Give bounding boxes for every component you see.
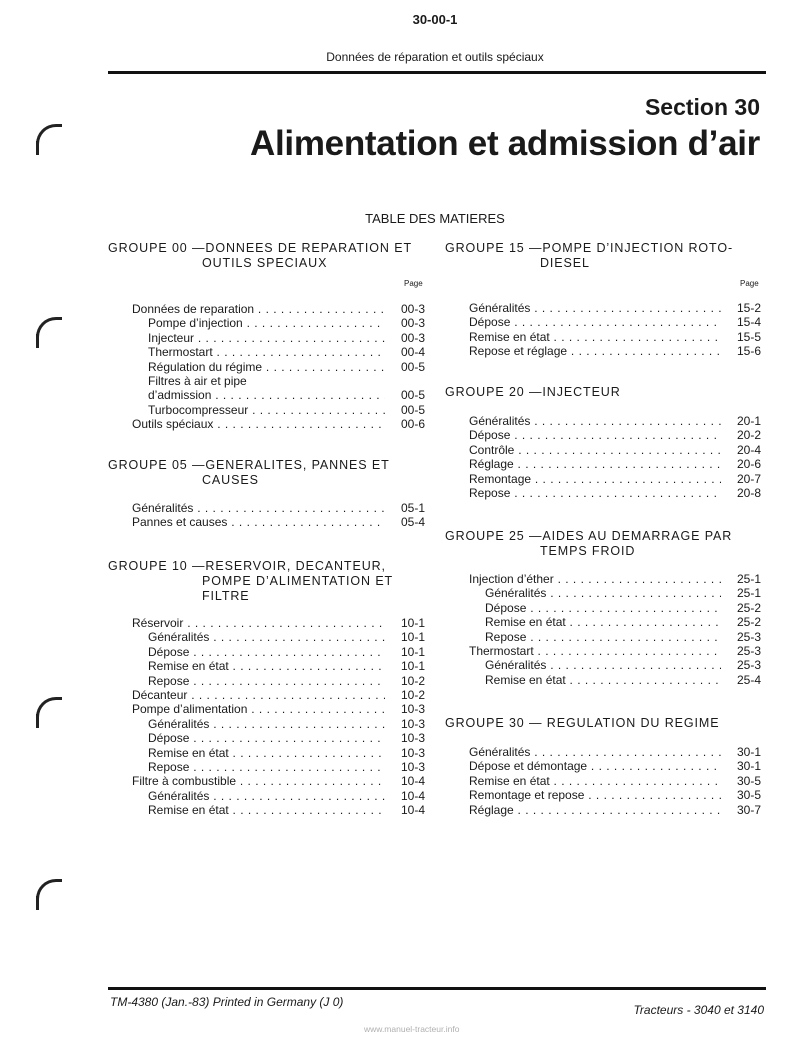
toc-entry-label: Généralités . . .: [469, 745, 721, 759]
toc-entry[interactable]: [469, 644, 761, 658]
toc-entry-page: 25-2: [736, 615, 761, 630]
toc-entry-page: 10-3: [400, 702, 425, 717]
toc-entry-page: 15-6: [736, 344, 761, 359]
toc-entry-label: Généralités . . .: [148, 630, 385, 644]
toc-entry[interactable]: [485, 601, 761, 615]
toc-entry[interactable]: [469, 788, 761, 802]
section-label: Section 30: [644, 94, 760, 120]
toc-entry-page: 10-3: [400, 731, 425, 746]
toc-entry-page: 30-5: [736, 773, 761, 788]
toc-entry-page: 15-4: [736, 315, 761, 330]
toc-entry-label: Outils spéciaux . . .: [132, 417, 385, 431]
toc-entry[interactable]: [469, 457, 761, 471]
toc-entry[interactable]: [148, 717, 425, 731]
page-column-label: Page: [404, 279, 423, 288]
toc-entry-label: Généralités . . .: [148, 789, 385, 803]
toc-entry-label: Dépose . . .: [148, 645, 385, 659]
toc-entry-page: 10-4: [400, 803, 425, 818]
toc-entry-page: 30-5: [736, 788, 761, 803]
toc-entry[interactable]: [132, 702, 425, 716]
toc-entry[interactable]: [148, 803, 425, 817]
toc-group-heading-line: OUTILS SPECIAUX: [202, 256, 328, 270]
toc-entry-label: Injecteur . . .: [148, 331, 385, 345]
toc-entry-page: 25-1: [736, 586, 761, 601]
toc-entry[interactable]: [469, 472, 761, 486]
toc-entry-label: Remise en état . . .: [469, 774, 721, 788]
toc-entry[interactable]: [148, 659, 425, 673]
toc-entry[interactable]: [148, 360, 425, 374]
toc-entry-label: Remise en état . . .: [148, 746, 385, 760]
toc-entry[interactable]: [148, 789, 425, 803]
toc-group-heading-line: GROUPE 25 —AIDES AU DEMARRAGE PAR: [445, 529, 733, 543]
toc-entry-page: 00-3: [400, 302, 425, 316]
toc-entry-label: Remise en état . . .: [485, 615, 721, 629]
toc-entry-label: d’admission . . .: [148, 388, 385, 402]
toc-group-heading: [445, 385, 621, 400]
toc-entry-page: 30-1: [736, 745, 761, 759]
toc-entry[interactable]: [469, 428, 761, 442]
toc-group-heading: [445, 241, 733, 271]
toc-entry-label: Remontage et repose . . .: [469, 788, 721, 802]
toc-group-heading: [108, 559, 393, 604]
toc-entry-label: Généralités . . .: [132, 501, 385, 515]
toc-entry-label: Dépose et démontage . . .: [469, 759, 721, 773]
toc-entry-label: Repose et réglage . . .: [469, 344, 721, 358]
toc-entry-page: 00-5: [400, 402, 425, 417]
toc-group-heading: [445, 716, 719, 731]
footer-product: Tracteurs - 3040 et 3140: [633, 1003, 764, 1017]
toc-entry[interactable]: [132, 688, 425, 702]
toc-entry-page: 25-3: [736, 629, 761, 644]
toc-entry-page: 30-1: [736, 759, 761, 774]
toc-entry-label: Repose . . .: [485, 630, 721, 644]
toc-entry-label: Régulation du régime . . .: [148, 360, 385, 374]
page-number: 30-00-1: [412, 12, 458, 27]
toc-entry[interactable]: [469, 344, 761, 358]
toc-entry[interactable]: [469, 572, 761, 586]
toc-entry[interactable]: [148, 746, 425, 760]
toc-entry[interactable]: [469, 774, 761, 788]
punch-hole-mark: [36, 124, 62, 144]
toc-entry-label: Réglage . . .: [469, 457, 721, 471]
toc-group-heading-line: POMPE D’ALIMENTATION ET: [202, 574, 394, 588]
toc-entry[interactable]: [148, 374, 425, 388]
footer-rule: [108, 987, 766, 990]
toc-entry[interactable]: [469, 414, 761, 428]
toc-entry-page: 10-1: [400, 616, 425, 630]
toc-entry-label: Thermostart . . .: [469, 644, 721, 658]
toc-entry[interactable]: [148, 388, 425, 402]
toc-entry-page: 25-2: [736, 600, 761, 615]
toc-entry-label: Pompe d’injection . . .: [148, 316, 385, 330]
toc-entry-page: 10-1: [400, 644, 425, 659]
toc-entry-page: 00-5: [400, 359, 425, 374]
toc-entry[interactable]: [132, 774, 425, 788]
toc-entry-label: Injection d’éther . . .: [469, 572, 721, 586]
toc-entry-page: 10-2: [400, 688, 425, 702]
toc-entry-page: 00-3: [400, 316, 425, 331]
toc-entry-label: Remise en état . . .: [148, 659, 385, 673]
toc-entry-page: 25-1: [736, 572, 761, 586]
toc-entry[interactable]: [132, 616, 425, 630]
toc-group-heading: [445, 529, 732, 559]
header-rule: [108, 71, 766, 74]
toc-entry-label: Généralités . . .: [485, 586, 721, 600]
toc-entry[interactable]: [148, 345, 425, 359]
toc-entry-label: Repose . . .: [469, 486, 721, 500]
toc-entry-page: 20-8: [736, 486, 761, 500]
toc-entry-label: Réservoir . . .: [132, 616, 385, 630]
toc-entry-label: Remise en état . . .: [148, 803, 385, 817]
toc-entry-page: 20-2: [736, 428, 761, 443]
toc-group-heading-line: TEMPS FROID: [540, 544, 636, 558]
footer-document-ref: TM-4380 (Jan.-83) Printed in Germany (J 0): [110, 995, 344, 1009]
toc-entry[interactable]: [132, 302, 425, 316]
toc-entry-page: 25-4: [736, 672, 761, 687]
section-title: Alimentation et admission d’air: [250, 124, 760, 163]
toc-entry[interactable]: [485, 615, 761, 629]
toc-group-heading-line: CAUSES: [202, 473, 259, 487]
toc-entry-page: 05-4: [400, 515, 425, 530]
toc-entry[interactable]: [148, 645, 425, 659]
toc-entry[interactable]: [132, 417, 425, 431]
toc-entry-label: Turbocompresseur . . .: [148, 403, 385, 417]
toc-entry[interactable]: [132, 501, 425, 515]
toc-entry[interactable]: [148, 674, 425, 688]
toc-entry[interactable]: [469, 443, 761, 457]
punch-hole-mark: [36, 317, 62, 337]
toc-entry-label: Repose . . .: [148, 760, 385, 774]
toc-entry[interactable]: [469, 486, 761, 500]
toc-entry[interactable]: [469, 759, 761, 773]
toc-entry-page: 25-3: [736, 644, 761, 658]
toc-entry-label: Dépose . . .: [148, 731, 385, 745]
toc-group-heading-line: GROUPE 15 —POMPE D’INJECTION ROTO-: [445, 241, 734, 255]
toc-entry[interactable]: [469, 330, 761, 344]
toc-entry-label: Dépose . . .: [485, 601, 721, 615]
toc-entry[interactable]: [148, 331, 425, 345]
header-subtitle: Données de réparation et outils spéciaux: [326, 50, 544, 64]
toc-entry[interactable]: [469, 301, 761, 315]
punch-hole-mark: [36, 697, 62, 717]
toc-group-heading-line: DIESEL: [540, 256, 590, 270]
toc-entry-page: 20-4: [736, 442, 761, 457]
toc-group-heading-line: GROUPE 00 —DONNEES DE REPARATION ET: [108, 241, 413, 255]
toc-entry-label: Remise en état . . .: [485, 673, 721, 687]
toc-entry[interactable]: [485, 586, 761, 600]
toc-entry-page: 25-3: [736, 658, 761, 673]
toc-entry[interactable]: [469, 315, 761, 329]
toc-entry-page: 10-1: [400, 630, 425, 645]
toc-entry-page: 10-1: [400, 659, 425, 674]
toc-entry[interactable]: [148, 403, 425, 417]
toc-entry[interactable]: [485, 673, 761, 687]
toc-entry-label: Généralités . . .: [469, 414, 721, 428]
toc-entry[interactable]: [485, 658, 761, 672]
toc-entry-label: Généralités . . .: [148, 717, 385, 731]
toc-entry-label: Remise en état . . .: [469, 330, 721, 344]
toc-entry-label: Contrôle . . .: [469, 443, 721, 457]
toc-entry-page: 00-4: [400, 345, 425, 360]
toc-group-heading: [108, 241, 412, 271]
toc-entry-label: Filtres à air et pipe: [148, 374, 247, 388]
toc-entry-page: 15-5: [736, 329, 761, 344]
toc-entry-page: 20-7: [736, 471, 761, 486]
toc-entry[interactable]: [469, 803, 761, 817]
toc-entry-page: 20-6: [736, 457, 761, 472]
toc-group-heading-line: GROUPE 20 —INJECTEUR: [445, 385, 621, 399]
toc-entry-page: 00-5: [400, 388, 425, 403]
toc-entry-label: Pompe d’alimentation . . .: [132, 702, 385, 716]
toc-entry-page: 10-4: [400, 774, 425, 789]
toc-entry-label: Généralités . . .: [485, 658, 721, 672]
toc-entry-label: Réglage . . .: [469, 803, 721, 817]
toc-entry-label: Filtre à combustible . . .: [132, 774, 385, 788]
toc-entry-page: 10-3: [400, 745, 425, 760]
toc-entry-page: 30-7: [736, 802, 761, 817]
toc-entry-label: Repose . . .: [148, 674, 385, 688]
toc-title: TABLE DES MATIERES: [365, 211, 505, 226]
toc-group-heading: [108, 458, 390, 488]
toc-entry-label: Dépose . . .: [469, 315, 721, 329]
toc-entry-label: Données de reparation . . .: [132, 302, 385, 316]
toc-entry[interactable]: [132, 515, 425, 529]
toc-group-heading-line: GROUPE 05 —GENERALITES, PANNES ET: [108, 458, 390, 472]
toc-entry-page: 10-3: [400, 716, 425, 731]
toc-entry-label: Remontage . . .: [469, 472, 721, 486]
toc-entry[interactable]: [148, 760, 425, 774]
toc-group-heading-line: FILTRE: [202, 589, 250, 603]
toc-entry-page: 15-2: [736, 301, 761, 315]
toc-entry[interactable]: [148, 731, 425, 745]
toc-entry-label: Pannes et causes . . .: [132, 515, 385, 529]
toc-entry-label: Thermostart . . .: [148, 345, 385, 359]
toc-entry-page: 00-3: [400, 330, 425, 345]
toc-group-heading-line: GROUPE 30 — REGULATION DU REGIME: [445, 716, 720, 730]
toc-entry-page: 05-1: [400, 501, 425, 515]
page-column-label: Page: [740, 279, 759, 288]
toc-entry-label: Décanteur . . .: [132, 688, 385, 702]
toc-group-heading-line: GROUPE 10 —RESERVOIR, DECANTEUR,: [108, 559, 386, 573]
toc-entry[interactable]: [469, 745, 761, 759]
toc-entry-page: 10-3: [400, 760, 425, 774]
punch-hole-mark: [36, 879, 62, 899]
toc-entry-label: Généralités . . .: [469, 301, 721, 315]
toc-entry-page: 20-1: [736, 414, 761, 428]
watermark-url: www.manuel-tracteur.info: [364, 1024, 460, 1034]
toc-entry-label: Dépose . . .: [469, 428, 721, 442]
toc-entry[interactable]: [148, 630, 425, 644]
toc-entry-page: 10-4: [400, 788, 425, 803]
toc-entry-page: 00-6: [400, 417, 425, 432]
toc-entry[interactable]: [148, 316, 425, 330]
toc-entry[interactable]: [485, 630, 761, 644]
toc-entry-page: 10-2: [400, 673, 425, 688]
